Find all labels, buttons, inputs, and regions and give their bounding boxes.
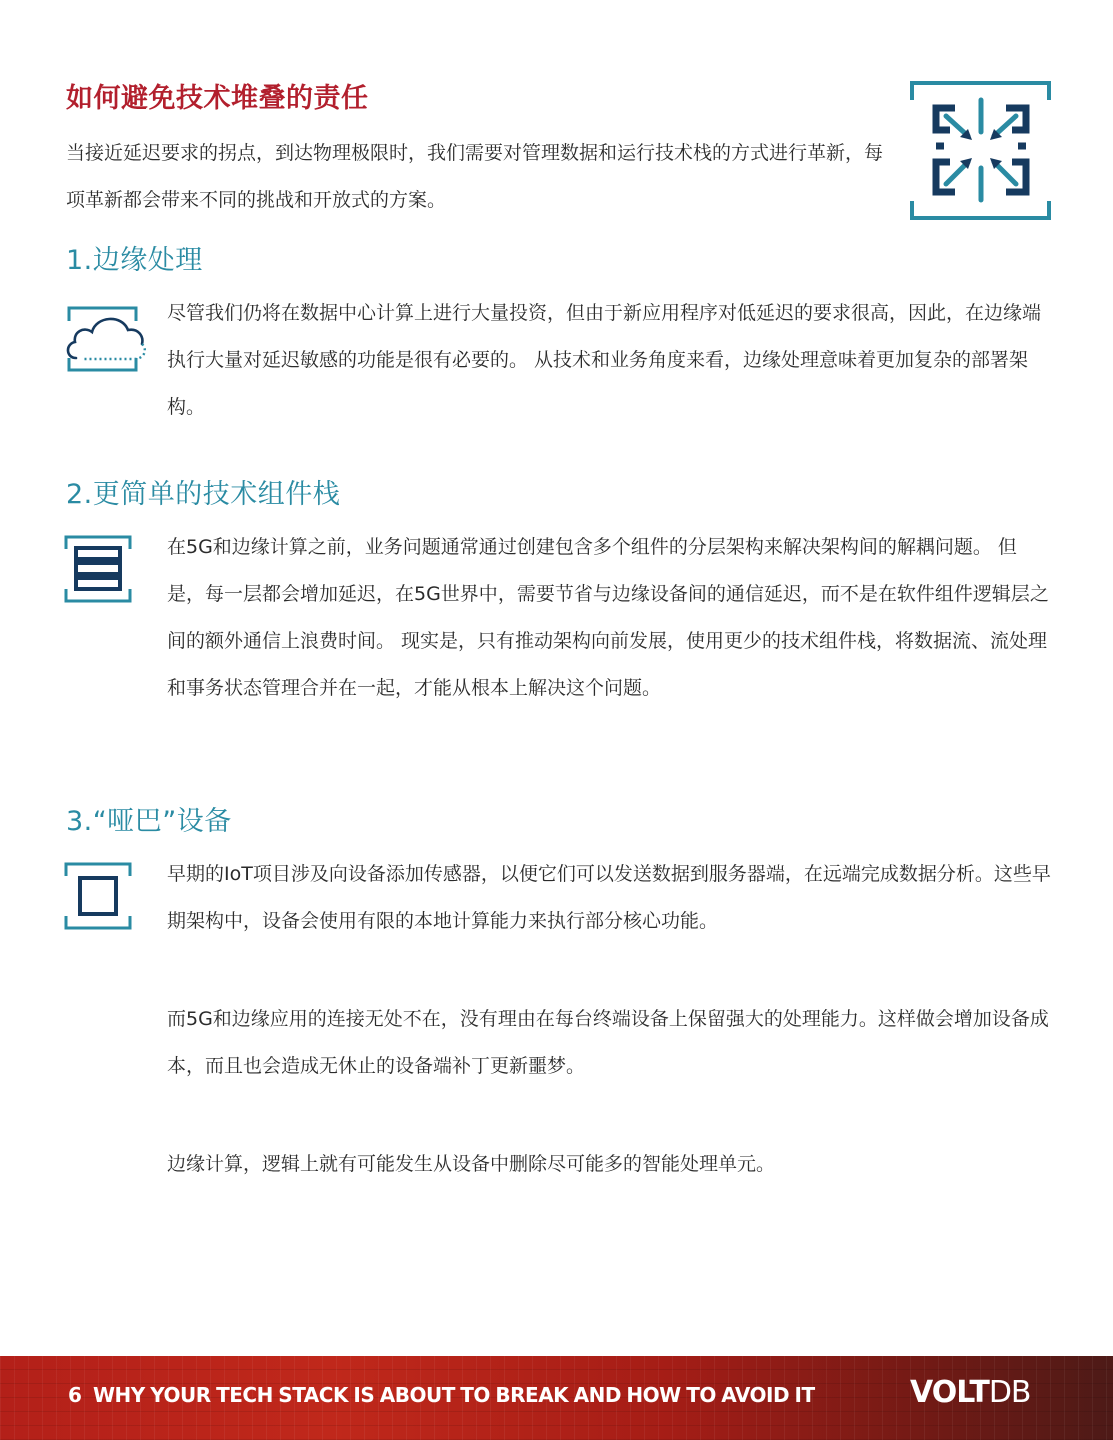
section-2-paragraph: 在5G和边缘计算之前，业务问题通常通过创建包含多个组件的分层架构来解决架构间的解耦问题。 但是，每一层都会增加延迟，在5G世界中，需要节省与边缘设备间的通信延迟，而不是在软件组件逻辑层之间的额外通信上浪费时间。 现实是，只有推动架构向前发展，使用更少的技术组件栈，将数据流、流处理和事务状态管理合并在一起，才能从根本上解决这个问题。: [167, 536, 1049, 699]
intro-paragraph: 当接近延迟要求的拐点，到达物理极限时，我们需要对管理数据和运行技术栈的方式进行革新，每项革新都会带来不同的挑战和开放式的方案。: [66, 142, 884, 211]
section-heading-dumb-devices: 3.“哑巴”设备: [66, 806, 232, 837]
section-3-paragraph-1: 早期的IoT项目涉及向设备添加传感器，以便它们可以发送数据到服务器端，在远端完成数据分析。这些早期架构中，设备会使用有限的本地计算能力来执行部分核心功能。: [167, 863, 1051, 932]
page-title: 如何避免技术堆叠的责任: [66, 83, 369, 114]
voltdb-logo: [910, 1375, 1031, 1410]
logo-text-db: DB: [988, 1375, 1031, 1410]
footer-banner: [0, 1356, 1113, 1440]
section-3-paragraph-2: 而5G和边缘应用的连接无处不在，没有理由在每台终端设备上保留强大的处理能力。这样做会增加设备成本，而且也会造成无休止的设备端补丁更新噩梦。: [167, 1008, 1049, 1077]
logo-text-volt: VOLT: [910, 1375, 989, 1410]
section-heading-simpler-stack: 2.更简单的技术组件栈: [66, 479, 341, 510]
stack-icon: [64, 535, 132, 603]
section-3-paragraph-3: 边缘计算，逻辑上就有可能发生从设备中删除尽可能多的智能处理单元。: [167, 1153, 776, 1175]
device-icon: [64, 862, 132, 930]
section-1-paragraph: 尽管我们仍将在数据中心计算上进行大量投资，但由于新应用程序对低延迟的要求很高，因此，在边缘端执行大量对延迟敏感的功能是很有必要的。 从技术和业务角度来看，边缘处理意味着更加复杂的部署架构。: [167, 302, 1042, 418]
compress-arrows-icon: [910, 80, 1051, 221]
section-heading-edge-processing: 1.边缘处理: [66, 245, 203, 276]
cloud-icon: [64, 306, 148, 372]
footer-title: WHY YOUR TECH STACK IS ABOUT TO BREAK AND HOW TO AVOID IT: [93, 1383, 815, 1407]
page-number: 6: [68, 1383, 82, 1407]
